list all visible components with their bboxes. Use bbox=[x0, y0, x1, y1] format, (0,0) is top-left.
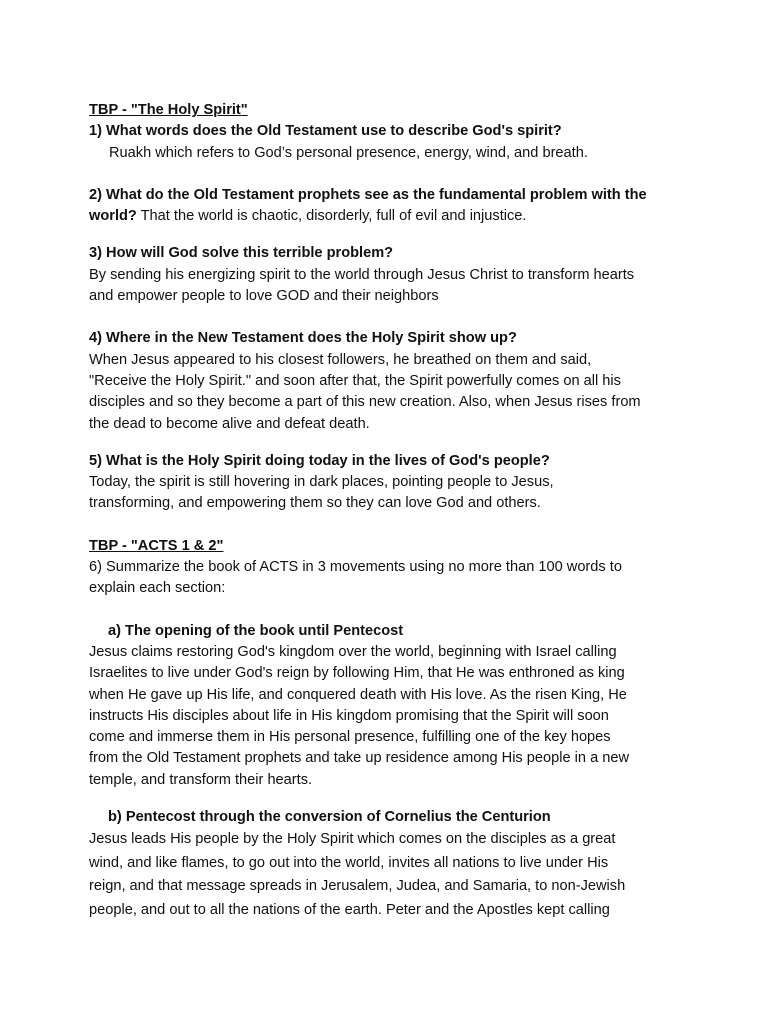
answer-5-line: transforming, and empowering them so they can love God and others. bbox=[89, 495, 541, 512]
answer-4-line: "Receive the Holy Spirit." and soon after that, the Spirit powerfully comes on all his bbox=[89, 372, 621, 389]
answer-4-line: the dead to become alive and defeat death. bbox=[89, 415, 370, 432]
part-a-line: instructs His disciples about life in His kingdom promising that the Spirit will soon bbox=[89, 707, 609, 724]
answer-1: Ruakh which refers to God’s personal presence, energy, wind, and breath. bbox=[109, 144, 588, 161]
question-5: 5) What is the Holy Spirit doing today in the lives of God's people? bbox=[89, 452, 550, 469]
answer-3-line: By sending his energizing spirit to the world through Jesus Christ to transform hearts bbox=[89, 266, 635, 283]
part-a-line: when He gave up His life, and conquered death with His love. As the risen King, He bbox=[89, 686, 627, 703]
part-b-line: people, and out to all the nations of the earth. Peter and the Apostles kept calling bbox=[89, 901, 610, 918]
part-b-line: reign, and that message spreads in Jerusalem, Judea, and Samaria, to non-Jewish bbox=[89, 878, 626, 895]
question-1: 1) What words does the Old Testament use to describe God's spirit? bbox=[89, 123, 562, 140]
prompt-line: 6) Summarize the book of ACTS in 3 movements using no more than 100 words to bbox=[89, 559, 622, 576]
answer-5-line: Today, the spirit is still hovering in dark places, pointing people to Jesus, bbox=[89, 474, 554, 491]
question-3: 3) How will God solve this terrible problem? bbox=[89, 245, 394, 262]
part-a-title: a) The opening of the book until Pentecost bbox=[108, 622, 404, 639]
answer-3-line: and empower people to love GOD and their neighbors bbox=[89, 288, 439, 305]
section-heading: TBP - "ACTS 1 & 2" bbox=[89, 537, 224, 554]
question-2-line: 2) What do the Old Testament prophets see as the fundamental problem with the bbox=[89, 186, 647, 203]
document-body bbox=[89, 100, 689, 922]
part-a-line: temple, and transform their hearts. bbox=[89, 771, 313, 788]
part-b-line: Jesus leads His people by the Holy Spirit which comes on the disciples as a great bbox=[89, 831, 616, 848]
part-a-line: from the Old Testament prophets and take up residence among His people in a new bbox=[89, 750, 630, 767]
section-heading: TBP - "The Holy Spirit" bbox=[89, 102, 248, 118]
part-a-line: Israelites to live under God's reign by following Him, that He was enthroned as king bbox=[89, 665, 625, 682]
question-4: 4) Where in the New Testament does the Holy Spirit show up? bbox=[89, 330, 517, 347]
answer-4-line: When Jesus appeared to his closest followers, he breathed on them and said, bbox=[89, 351, 592, 368]
part-a-line: Jesus claims restoring God's kingdom over the world, beginning with Israel calling bbox=[89, 643, 617, 660]
part-b-title: b) Pentecost through the conversion of Cornelius the Centurion bbox=[108, 809, 551, 826]
question-2-end: world? bbox=[89, 208, 137, 225]
question-2-continuation bbox=[89, 206, 689, 227]
answer-2: That the world is chaotic, disorderly, full of evil and injustice. bbox=[140, 208, 527, 225]
answer-4-line: disciples and so they become a part of this new creation. Also, when Jesus rises from bbox=[89, 394, 641, 411]
part-b-line: wind, and like flames, to go out into the world, invites all nations to live under His bbox=[89, 854, 609, 871]
part-a-line: come and immerse them in His personal presence, fulfilling one of the key hopes bbox=[89, 729, 611, 746]
prompt-line: explain each section: bbox=[89, 580, 226, 597]
